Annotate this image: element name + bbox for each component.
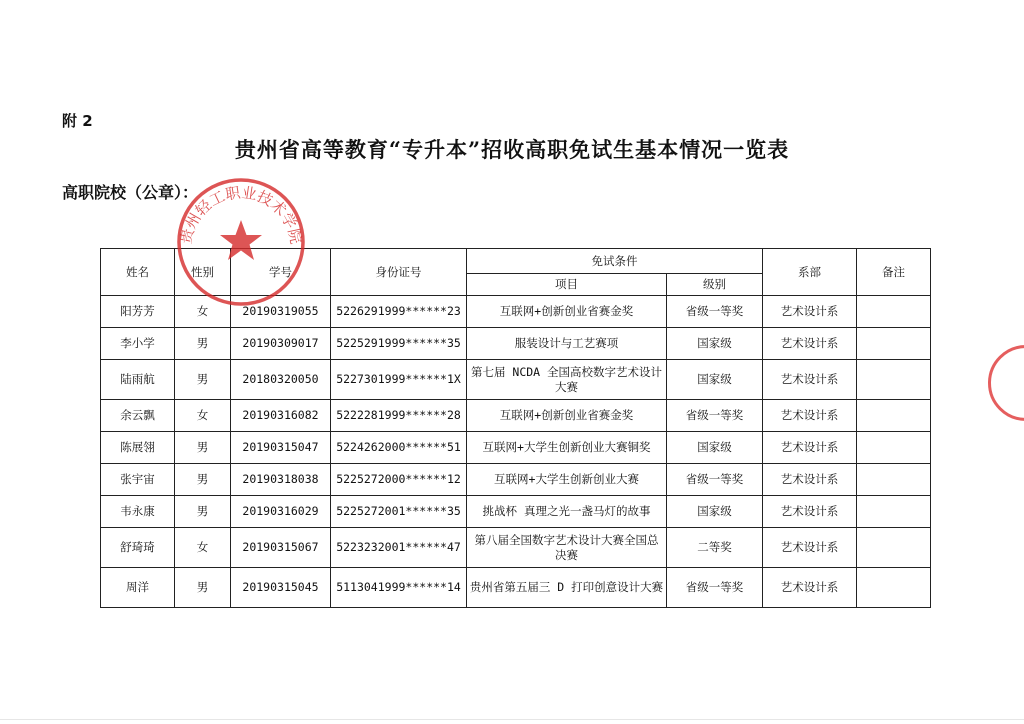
header-name: 姓名 (101, 249, 175, 296)
cell-project: 互联网+大学生创新创业大赛铜奖 (467, 432, 667, 464)
cell-remarks (857, 296, 931, 328)
cell-project: 互联网+大学生创新创业大赛 (467, 464, 667, 496)
attachment-label: 附 2 (62, 112, 93, 130)
cell-level: 国家级 (667, 496, 763, 528)
table-row (101, 464, 931, 496)
header-remarks: 备注 (857, 249, 931, 296)
cell-remarks (857, 496, 931, 528)
cell-level: 省级一等奖 (667, 400, 763, 432)
cell-project: 挑战杯 真理之光一盏马灯的故事 (467, 496, 667, 528)
cell-remarks (857, 328, 931, 360)
header-department: 系部 (763, 249, 857, 296)
table-row (101, 360, 931, 400)
cell-remarks (857, 464, 931, 496)
header-level: 级别 (667, 274, 763, 296)
cell-remarks (857, 528, 931, 568)
table-row (101, 296, 931, 328)
cell-remarks (857, 432, 931, 464)
cell-student-id: 20190318038 (231, 464, 331, 496)
table-row (101, 400, 931, 432)
cell-department: 艺术设计系 (763, 400, 857, 432)
cell-id-number: 5113041999******14 (331, 568, 467, 608)
cell-level: 二等奖 (667, 528, 763, 568)
cell-id-number: 5227301999******1X (331, 360, 467, 400)
table-row (101, 568, 931, 608)
cell-department: 艺术设计系 (763, 328, 857, 360)
cell-gender: 男 (175, 464, 231, 496)
header-project: 项目 (467, 274, 667, 296)
school-seal-label: 高职院校（公章）： (62, 183, 199, 202)
cell-remarks (857, 568, 931, 608)
cell-student-id: 20190319055 (231, 296, 331, 328)
cell-id-number: 5224262000******51 (331, 432, 467, 464)
cell-name: 韦永康 (101, 496, 175, 528)
cell-remarks (857, 400, 931, 432)
cell-department: 艺术设计系 (763, 464, 857, 496)
cell-student-id: 20190315047 (231, 432, 331, 464)
cell-name: 李小学 (101, 328, 175, 360)
table-row (101, 432, 931, 464)
cell-department: 艺术设计系 (763, 432, 857, 464)
cell-project: 互联网+创新创业省赛金奖 (467, 296, 667, 328)
cell-gender: 男 (175, 328, 231, 360)
cell-id-number: 5225272000******12 (331, 464, 467, 496)
cell-id-number: 5225291999******35 (331, 328, 467, 360)
cell-id-number: 5223232001******47 (331, 528, 467, 568)
cell-student-id: 20180320050 (231, 360, 331, 400)
table-row (101, 528, 931, 568)
cell-name: 陆雨航 (101, 360, 175, 400)
partial-seal-edge (988, 345, 1024, 421)
cell-name: 周洋 (101, 568, 175, 608)
cell-gender: 女 (175, 528, 231, 568)
header-row-1 (101, 249, 931, 274)
table-body (101, 296, 931, 608)
cell-id-number: 5226291999******23 (331, 296, 467, 328)
header-gender: 性别 (175, 249, 231, 296)
cell-department: 艺术设计系 (763, 360, 857, 400)
cell-level: 省级一等奖 (667, 464, 763, 496)
cell-level: 省级一等奖 (667, 296, 763, 328)
page-bottom-rule (0, 719, 1024, 720)
cell-project: 第七届 NCDA 全国高校数字艺术设计大赛 (467, 360, 667, 400)
cell-project: 贵州省第五届三 D 打印创意设计大赛 (467, 568, 667, 608)
table-row (101, 496, 931, 528)
cell-department: 艺术设计系 (763, 528, 857, 568)
cell-department: 艺术设计系 (763, 296, 857, 328)
cell-student-id: 20190316082 (231, 400, 331, 432)
cell-project: 第八届全国数字艺术设计大赛全国总决赛 (467, 528, 667, 568)
page-title: 贵州省高等教育“专升本”招收高职免试生基本情况一览表 (234, 137, 790, 162)
header-id-number: 身份证号 (331, 249, 467, 296)
cell-gender: 男 (175, 568, 231, 608)
cell-student-id: 20190315067 (231, 528, 331, 568)
cell-student-id: 20190316029 (231, 496, 331, 528)
student-table (100, 248, 931, 608)
table-row (101, 328, 931, 360)
header-student-id: 学号 (231, 249, 331, 296)
cell-level: 省级一等奖 (667, 568, 763, 608)
cell-gender: 男 (175, 432, 231, 464)
cell-gender: 男 (175, 360, 231, 400)
cell-department: 艺术设计系 (763, 568, 857, 608)
cell-department: 艺术设计系 (763, 496, 857, 528)
cell-remarks (857, 360, 931, 400)
cell-project: 互联网+创新创业省赛金奖 (467, 400, 667, 432)
cell-level: 国家级 (667, 360, 763, 400)
cell-name: 陈展翎 (101, 432, 175, 464)
cell-student-id: 20190315045 (231, 568, 331, 608)
cell-project: 服装设计与工艺赛项 (467, 328, 667, 360)
seal-text: 贵州轻工职业技术学院 (176, 183, 306, 246)
cell-level: 国家级 (667, 328, 763, 360)
cell-name: 余云飘 (101, 400, 175, 432)
cell-gender: 男 (175, 496, 231, 528)
cell-id-number: 5225272001******35 (331, 496, 467, 528)
cell-gender: 女 (175, 296, 231, 328)
cell-gender: 女 (175, 400, 231, 432)
header-exemption: 免试条件 (467, 249, 763, 274)
cell-name: 阳芳芳 (101, 296, 175, 328)
cell-level: 国家级 (667, 432, 763, 464)
cell-name: 张宇宙 (101, 464, 175, 496)
cell-id-number: 5222281999******28 (331, 400, 467, 432)
cell-student-id: 20190309017 (231, 328, 331, 360)
cell-name: 舒琦琦 (101, 528, 175, 568)
